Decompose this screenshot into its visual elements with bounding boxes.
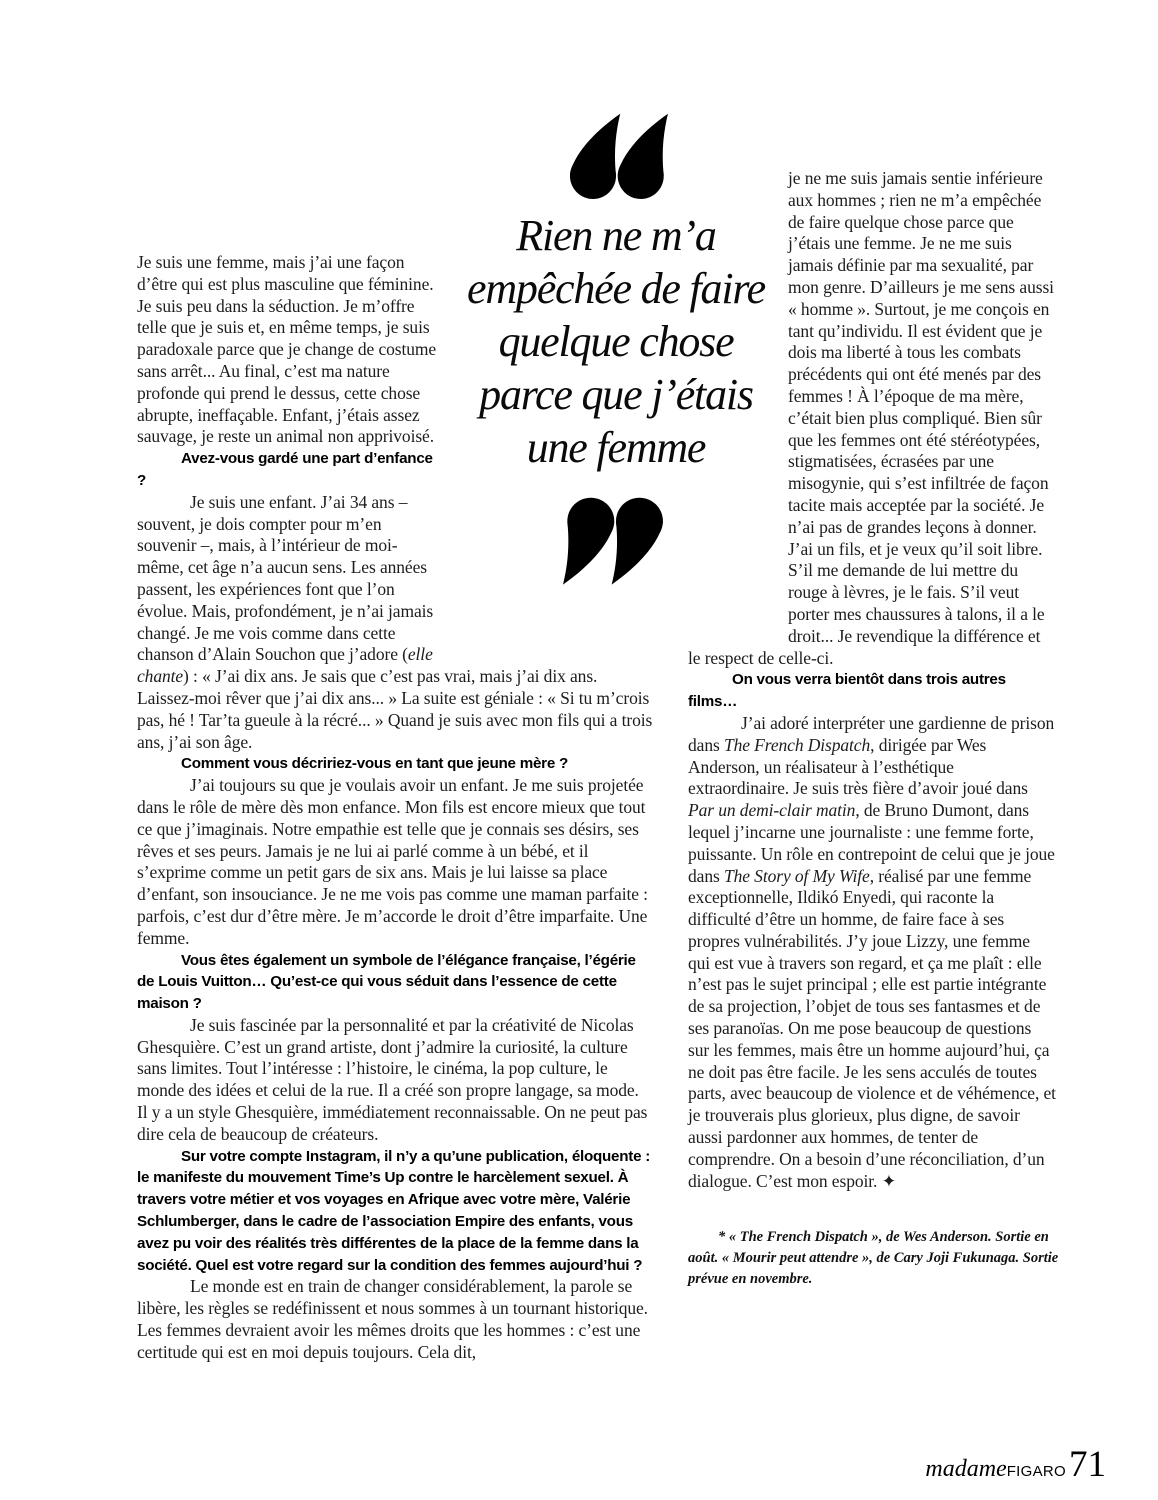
italic-text: The Story of My Wife [723,865,870,886]
text-run: , réalisé par une femme exceptionnelle, Ildikó Enyedi, qui raconte la difficulté d’être un homme, de faire face à ses propres vulnérabilités. J’y joue Lizzy, une femme qui est vue à travers son regard, et ça me plaît : elle n’est pas le sujet principal ; elle est partie intégrante de sa projection, l’objet de tous ses fantasmes et de ses paranoïas. On me pose beaucoup de questions sur les femmes, mais être un homme aujourd’hui, ça ne doit pas être facile. Je les sens acculés de toutes parts, avec beaucoup de violence et de véhémence, et je trouverais plus glorieux, plus digne, de savoir aussi pardonner aux hommes, de tenter de comprendre. On a besoin d’une réconciliation, d’un dialogue. C’est mon espoir. ✦ [688,865,1056,1191]
interview-answer [688,713,1056,1193]
open-quote-icon [564,112,668,199]
interview-question [137,950,653,1015]
text-run: Je suis une enfant. J’ai 34 ans – souvent, je dois compter pour m’en souvenir –, mais, à l’intérieur de moi-même, cet âge n’a aucun sens. Les années passent, les expériences font que l’on évolue. Mais, profondément, je n’ai jamais changé. Je me vois comme dans cette chanson d’Alain Souchon que j’adore ( [137,491,434,665]
text-run: On vous verra bientôt dans trois autres films… [688,671,1006,711]
text-run: Avez-vous gardé une part d’enfance ? [137,450,433,489]
pull-quote-line: quelque chose [498,317,734,366]
text-run: Vous êtes également un symbole de l’élégance française, l’égérie de Louis Vuitton… Qu’est-ce qui vous séduit dans l’essence de cette maison ? [137,951,636,1013]
italic-text: Par un demi-clair matin [688,800,856,821]
pull-quote-line: empêchée de faire [466,264,766,313]
text-run: Le monde est en train de changer considérablement, la parole se libère, les règles se redéfinissent et nous sommes à un tournant historique. Les femmes devraient avoir les mêmes droits que les hommes : c’est une certitude qui est en moi depuis toujours. Cela dit, [137,1276,648,1362]
interview-question [137,753,653,775]
page-number: 71 [1069,1444,1106,1485]
text-run: Je suis fascinée par la personnalité et par la créativité de Nicolas Ghesquière. C’est un grand artiste, dont j’admire la curiosité, la culture sans limites. Tout l’intéresse : l’histoire, le cinéma, la pop culture, le monde des idées et celui de la rue. Il a créé son propre langage, sa mode. Il y a un style Ghesquière, immédiatement reconnaissable. On ne peut pas dire cela de beaucoup de créateurs. [137,1014,648,1144]
quote-wrap-spacer [688,168,788,645]
text-run: , dirigée par Wes Anderson, un réalisateur à l’esthétique extraordinaire. Je suis très fière d’avoir joué dans [688,734,1028,799]
pull-quote-line: Rien ne m’a [516,211,716,260]
italic-text: The French Dispatch [723,734,871,755]
italic-text: elle chante [137,644,433,687]
magazine-brand-figaro: FIGARO [1006,1463,1066,1480]
text-run: Je suis une femme, mais j’ai une façon d’être qui est plus masculine que féminine. Je suis peu dans la séduction. Je m’offre telle que je suis et, en même temps, je suis paradoxale parce que je change de costume sans arrêt... Au final, c’est ma nature profonde qui prend le dessus, cette chose abrupte, ineffaçable. Enfant, j’étais assez sauvage, je reste un animal non apprivoisé. [137,252,437,447]
text-run: je ne me suis jamais sentie inférieure aux hommes ; rien ne m’a empêchée de faire quelque chose parce que j’étais une femme. Je ne me suis jamais définie par ma sexualité, par mon genre. D’ailleurs je me sens aussi « homme ». Surtout, je me conçois en tant qu’individu. Il est évident que je dois ma liberté à tous les combats précédents qui ont été menés par des femmes ! À l’époque de ma mère, c’était bien plus compliqué. Bien sûr que les femmes ont été stéréotypées, stigmatisées, écrasées par une misogynie, qui s’est infiltrée de façon tacite mais acceptée par la société. Je n’ai pas de grandes leçons à donner. J’ai un fils, et je veux qu’il soit libre. S’il me demande de lui mettre du rouge à lèvres, je le fais. S’il veut porter mes chaussures à talons, il a le droit... Je revendique la différence et le respect de celle-ci. [688,168,1054,668]
text-run: ) : « J’ai dix ans. Je sais que c’est pas vrai, mais j’ai dix ans. Laissez-moi rêver que j’ai dix ans... » La suite est géniale : « Si tu m’crois pas, hé ! Tar’ta gueule à la récré... » Quand je suis avec mon fils qui a trois ans, j’ai son âge. [137,666,653,752]
right-column [688,168,1056,1192]
pull-quote-line: une femme [526,423,706,472]
left-column [137,252,653,1364]
page-footer [925,1443,1106,1486]
magazine-brand-madame: madame [925,1456,1007,1482]
interview-answer [137,1015,653,1146]
quote-wrap-spacer [441,252,653,650]
interview-answer [137,775,653,949]
footnote: * « The French Dispatch », de Wes Anderson. Sortie en août. « Mourir peut attendre », de Cary Joji Fukunaga. Sortie prévue en novembre. [688,1229,1059,1287]
text-run: Comment vous décririez-vous en tant que jeune mère ? [181,755,569,773]
pull-quote-line: parce que j’étais [479,370,753,419]
interview-question [137,1146,653,1277]
text-run: Sur votre compte Instagram, il n’y a qu’une publication, éloquente : le manifeste du mouvement Time’s Up contre le harcèlement sexuel. À travers votre métier et vos voyages en Afrique avec votre mère, Valérie Schlumberger, dans le cadre de l’association Empire des enfants, vous avez pu voir des réalités très différentes de la place de la femme dans la société. Quel est votre regard sur la condition des femmes aujourd’hui ? [137,1147,651,1274]
interview-answer [137,1276,653,1363]
text-run: J’ai toujours su que je voulais avoir un enfant. Je me suis projetée dans le rôle de mère dès mon enfance. Mon fils est encore mieux que tout ce que j’imaginais. Notre empathie est telle que je connais ses désirs, ses rêves et ses peurs. Jamais je ne lui ai parlé comme à un bébé, et il s’exprime comme un petit gars de six ans. Mais je lui laisse sa place d’enfant, son insouciance. Je ne me vois pas comme une maman parfaite : parfois, c’est dur d’être mère. Je m’accorde le droit d’être imparfaite. Une femme. [137,775,648,948]
text-run: J’ai adoré interpréter une gardienne de prison dans [688,712,1055,755]
text-run: , de Bruno Dumont, dans lequel j’incarne une journaliste : une femme forte, puissante. Un rôle en contrepoint de celui que je joue dans [688,800,1055,886]
interview-question [688,669,1056,713]
